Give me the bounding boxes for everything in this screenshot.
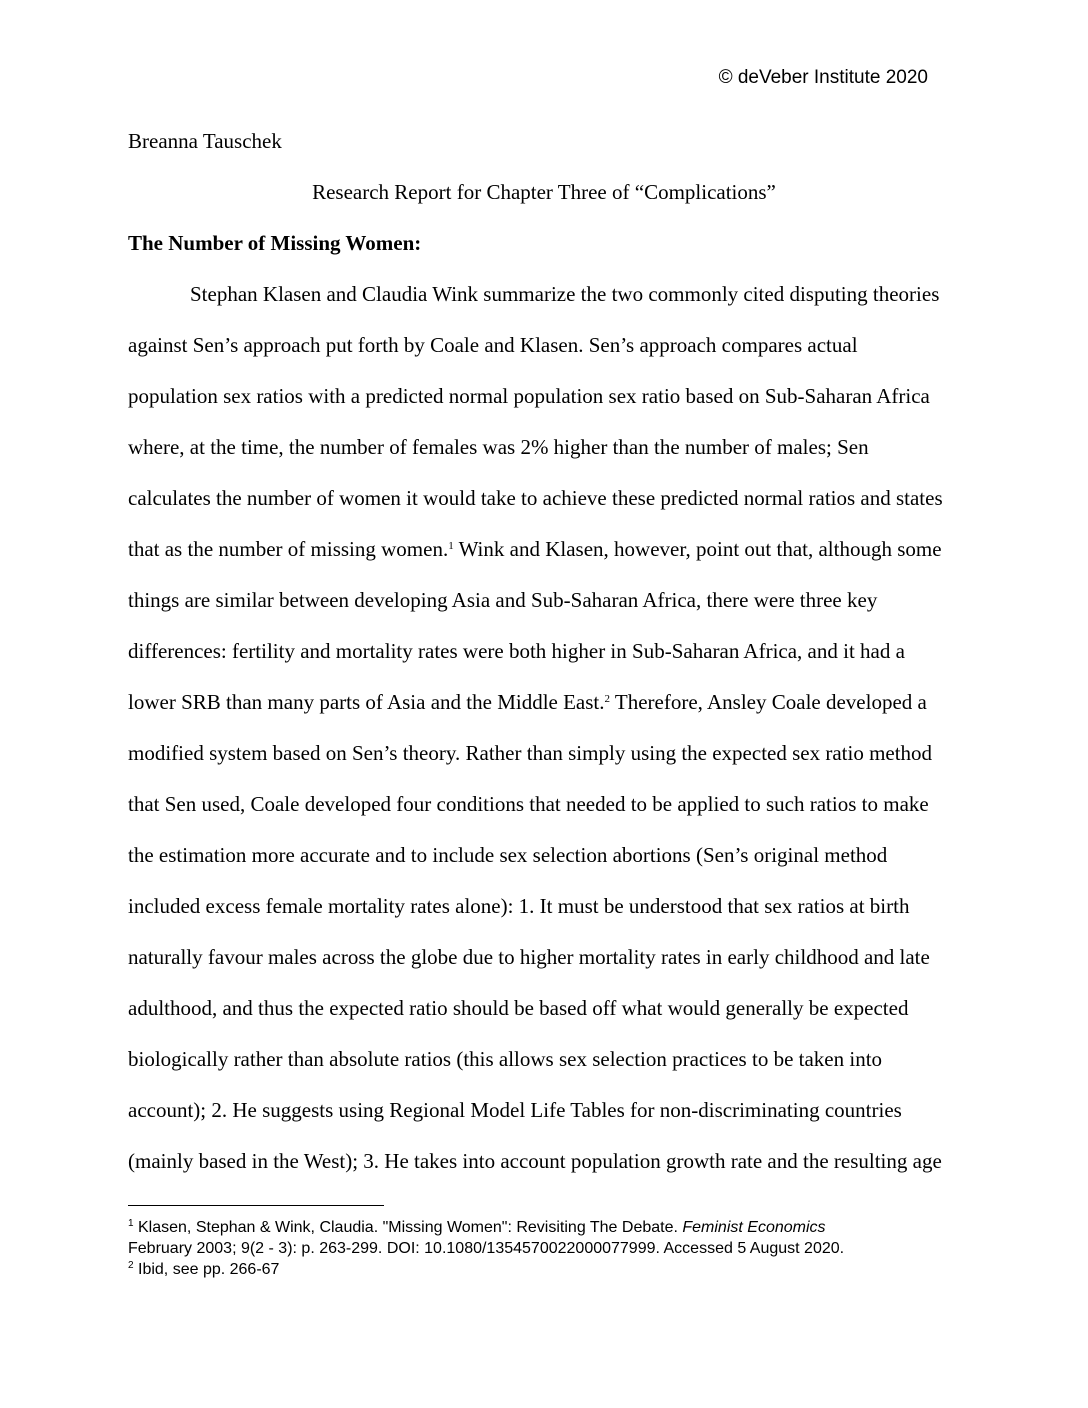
body-line: adulthood, and thus the expected ratio should be based off what would generally be expected — [128, 996, 909, 1020]
body-line: where, at the time, the number of females was 2% higher than the number of males; Sen — [128, 435, 869, 459]
body-line: that Sen used, Coale developed four conditions that needed to be applied to such ratios to make — [128, 792, 929, 816]
body-line-text: Wink and Klasen, however, point out that, although some — [453, 537, 942, 561]
footnote-2 — [128, 1259, 968, 1280]
body-line — [128, 536, 988, 587]
body-line: against Sen’s approach put forth by Coale and Klasen. Sen’s approach compares actual — [128, 333, 858, 357]
body-line — [128, 689, 988, 740]
body-line-text: that as the number of missing women. — [128, 537, 449, 561]
footnote-1-mark: 1 — [128, 1218, 134, 1229]
body-line: account); 2. He suggests using Regional Model Life Tables for non-discriminating countries — [128, 1098, 902, 1122]
body-line: Stephan Klasen and Claudia Wink summarize the two commonly cited disputing theories — [190, 282, 940, 306]
body-line: things are similar between developing Asia and Sub-Saharan Africa, there were three key — [128, 588, 878, 612]
footnote-1-continued: February 2003; 9(2 - 3): p. 263-299. DOI: 10.1080/1354570022000077999. Accessed 5 August 2020. — [128, 1240, 845, 1257]
footnote-ref-1[interactable]: 1 — [448, 540, 454, 552]
footnote-separator — [128, 1205, 384, 1206]
footnotes — [128, 1217, 968, 1280]
footnote-2-text: Ibid, see pp. 266-67 — [133, 1261, 280, 1278]
footnote-2-mark: 2 — [128, 1260, 134, 1271]
footnote-1-journal: Feminist Economics — [682, 1219, 826, 1236]
body-line: the estimation more accurate and to include sex selection abortions (Sen’s original method — [128, 843, 888, 867]
body-line: included excess female mortality rates alone): 1. It must be understood that sex ratios at birth — [128, 894, 910, 918]
copyright-header: © deVeber Institute 2020 — [718, 67, 928, 88]
body-line: naturally favour males across the globe due to higher mortality rates in early childhood and late — [128, 945, 930, 969]
footnote-1 — [128, 1217, 968, 1238]
body-line: calculates the number of women it would take to achieve these predicted normal ratios and states — [128, 486, 943, 510]
body-line-text: Therefore, Ansley Coale developed a — [610, 690, 927, 714]
footnote-1-text: Klasen, Stephan & Wink, Claudia. "Missing Women": Revisiting The Debate. — [133, 1219, 683, 1236]
body-line-text: lower SRB than many parts of Asia and the Middle East. — [128, 690, 605, 714]
body-line: modified system based on Sen’s theory. Rather than simply using the expected sex ratio method — [128, 741, 933, 765]
body-line: biologically rather than absolute ratios (this allows sex selection practices to be taken into — [128, 1047, 883, 1071]
footnote-ref-2[interactable]: 2 — [604, 693, 611, 705]
body-text — [128, 281, 988, 1199]
report-title: Research Report for Chapter Three of “Complications” — [312, 180, 776, 204]
section-heading: The Number of Missing Women: — [128, 231, 422, 255]
body-line: differences: fertility and mortality rates were both higher in Sub-Saharan Africa, and it had a — [128, 639, 905, 663]
body-line: (mainly based in the West); 3. He takes into account population growth rate and the resulting age — [128, 1149, 942, 1173]
body-line: population sex ratios with a predicted normal population sex ratio based on Sub-Saharan Africa — [128, 384, 930, 408]
author-name: Breanna Tauschek — [128, 129, 282, 153]
